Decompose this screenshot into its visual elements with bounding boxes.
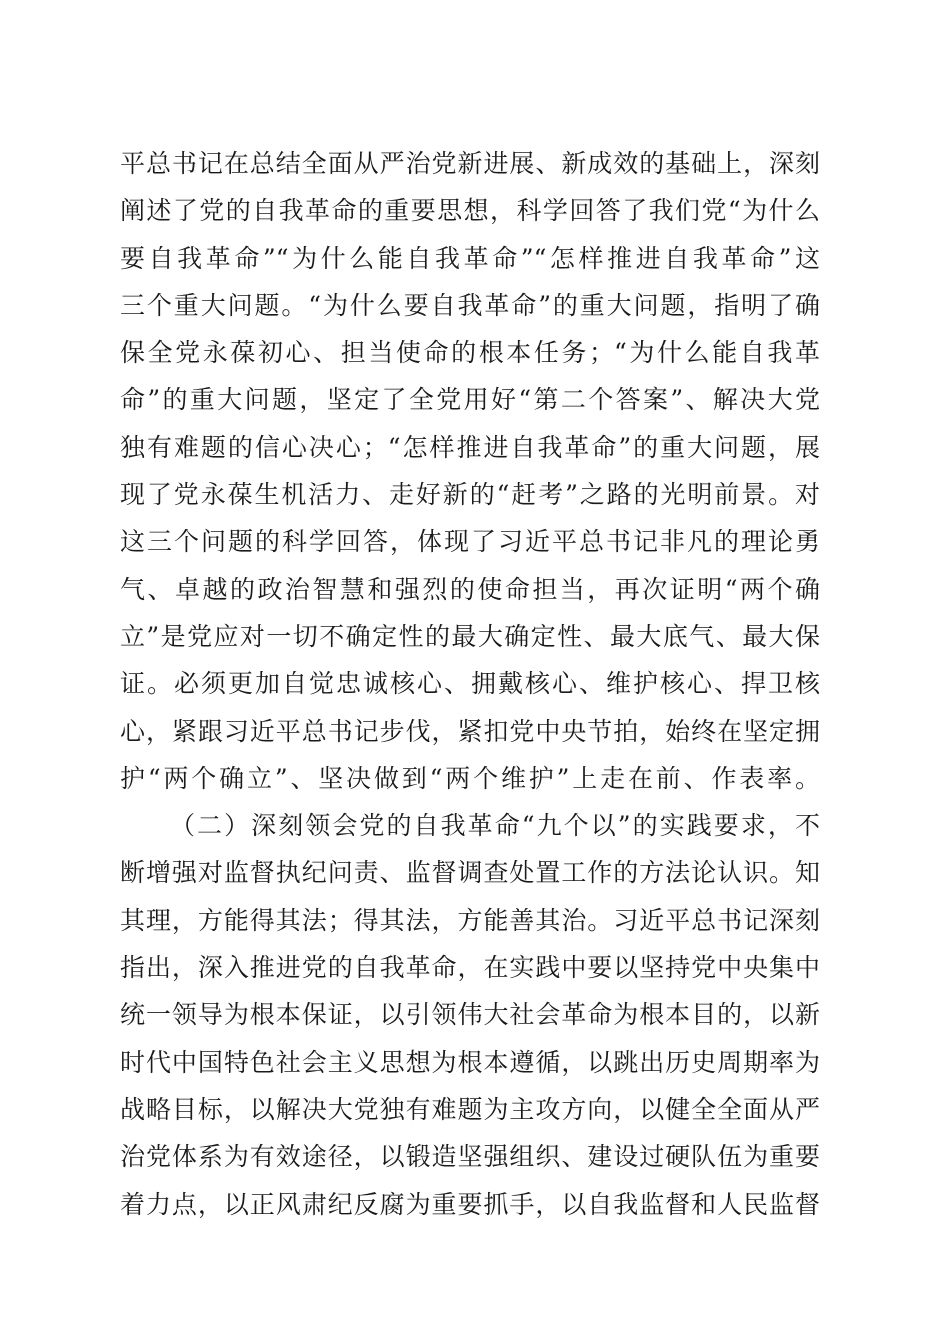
text-line: 指出，深入推进党的自我革命，在实践中要以坚持党中央集中 (120, 953, 820, 983)
text-line: 保全党永葆初心、担当使命的根本任务；“为什么能自我革 (120, 338, 820, 368)
text-line: 时代中国特色社会主义思想为根本遵循，以跳出历史周期率为 (120, 1047, 820, 1077)
text-line: 气、卓越的政治智慧和强烈的使命担当，再次证明“两个确 (120, 574, 820, 604)
text-line: 要自我革命”“为什么能自我革命”“怎样推进自我革命”这 (120, 243, 820, 273)
text-line: 治党体系为有效途径，以锻造坚强组织、建设过硬队伍为重要 (120, 1142, 820, 1172)
body-text (120, 140, 820, 1228)
text-line: 心，紧跟习近平总书记步伐，紧扣党中央节拍，始终在坚定拥 (120, 716, 820, 746)
section-heading-line: （二）深刻领会党的自我革命“九个以”的实践要求，不 (170, 811, 820, 841)
text-line: 命”的重大问题，坚定了全党用好“第二个答案”、解决大党 (120, 385, 820, 415)
text-line: 平总书记在总结全面从严治党新进展、新成效的基础上，深刻 (120, 149, 820, 178)
text-line: 战略目标，以解决大党独有难题为主攻方向，以健全全面从严 (120, 1094, 820, 1124)
text-line: 独有难题的信心决心；“怎样推进自我革命”的重大问题，展 (120, 432, 820, 462)
text-line: 这三个问题的科学回答，体现了习近平总书记非凡的理论勇 (120, 527, 820, 557)
text-line: 断增强对监督执纪问责、监督调查处置工作的方法论认识。知 (120, 858, 820, 888)
text-line: 统一领导为根本保证，以引领伟大社会革命为根本目的，以新 (120, 1000, 820, 1030)
text-line: 立”是党应对一切不确定性的最大确定性、最大底气、最大保 (120, 621, 820, 651)
text-line: 其理，方能得其法；得其法，方能善其治。习近平总书记深刻 (120, 905, 820, 935)
text-line: 护“两个确立”、坚决做到“两个维护”上走在前、作表率。 (120, 763, 820, 793)
text-line: 现了党永葆生机活力、走好新的“赶考”之路的光明前景。对 (120, 480, 820, 510)
text-line: 三个重大问题。“为什么要自我革命”的重大问题，指明了确 (120, 290, 820, 320)
text-line: 证。必须更加自觉忠诚核心、拥戴核心、维护核心、捍卫核 (120, 669, 820, 699)
text-line: 着力点，以正风肃纪反腐为重要抓手，以自我监督和人民监督 (120, 1189, 820, 1219)
text-line: 阐述了党的自我革命的重要思想，科学回答了我们党“为什么 (120, 196, 820, 226)
